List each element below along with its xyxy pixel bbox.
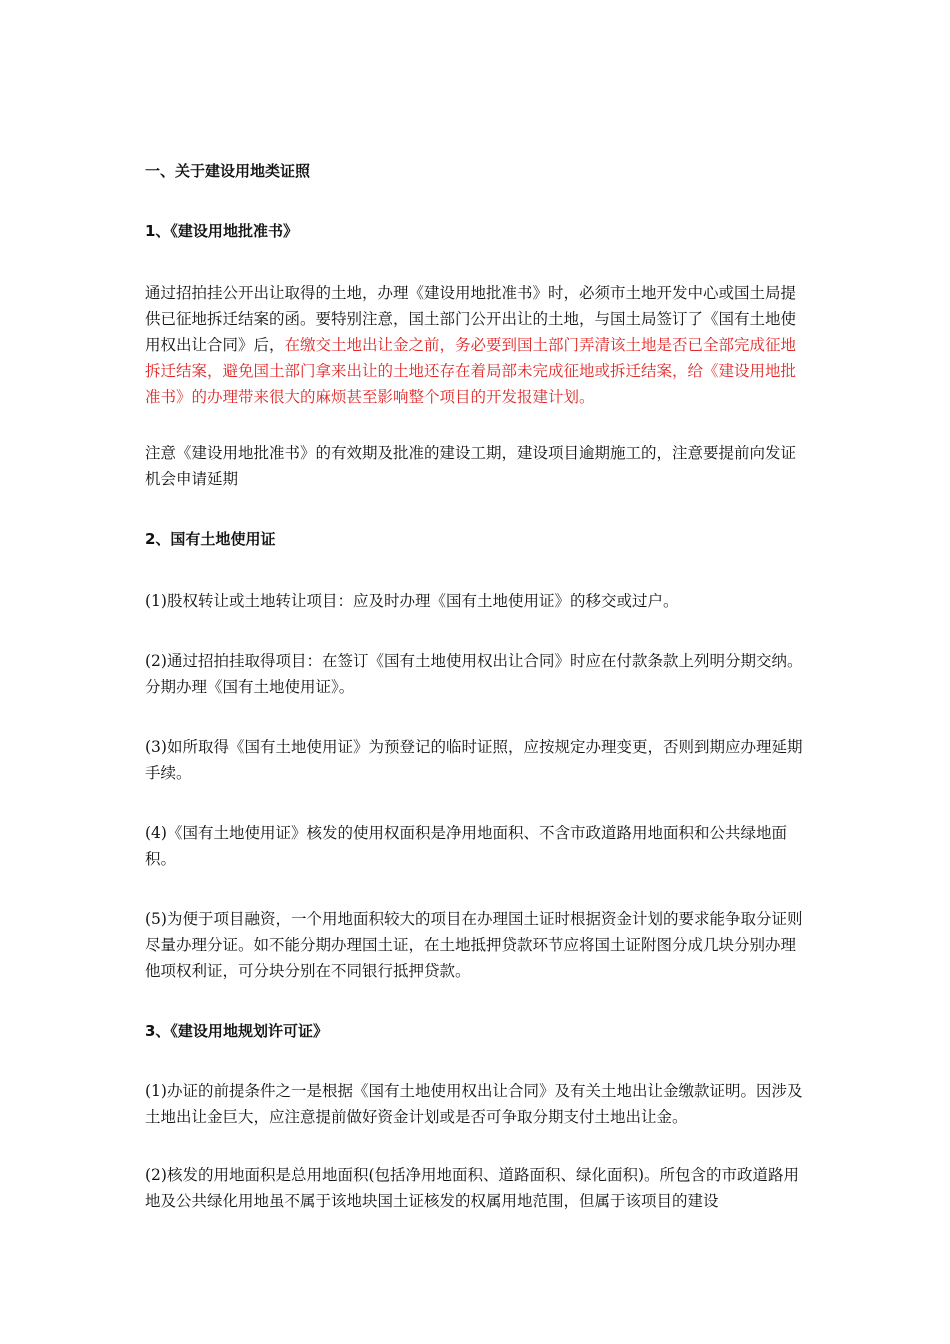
list-item: (5)为便于项目融资，一个用地面积较大的项目在办理国土证时根据资金计划的要求能争取分证则尽量办理分证。如不能分期办理国土证，在土地抵押贷款环节应将国土证附图分成几块分别办理他项权利证，可分块分别在不同银行抵押贷款。 xyxy=(145,910,803,980)
paragraph-text: 通过招拍挂公开出让取得的土地，办理《建设用地批准书》时，必须市土地开发中心或国土局提供已征地拆迁结案的函。要特别注意，国土部门公开出让的土地，与国土局签订了《国有土地使用权出让合同》后， xyxy=(145,284,797,354)
list-item: (1)股权转让或土地转让项目：应及时办理《国有土地使用证》的移交或过户。 xyxy=(145,592,679,610)
subsection-heading-2: 2、国有土地使用证 xyxy=(145,530,276,548)
section-heading: 一、关于建设用地类证照 xyxy=(145,162,311,180)
subsection-heading-1: 1、《建设用地批准书》 xyxy=(145,222,298,240)
list-item: (3)如所取得《国有土地使用证》为预登记的临时证照，应按规定办理变更，否则到期应办理延期手续。 xyxy=(145,738,803,782)
list-item: (2)核发的用地面积是总用地面积(包括净用地面积、道路面积、绿化面积)。所包含的市政道路用地及公共绿化用地虽不属于该地块国土证核发的权属用地范围，但属于该项目的建设 xyxy=(145,1166,800,1210)
list-item: (1)办证的前提条件之一是根据《国有土地使用权出让合同》及有关土地出让金缴款证明。因涉及土地出让金巨大，应注意提前做好资金计划或是否可争取分期支付土地出让金。 xyxy=(145,1082,803,1126)
list-item: (2)通过招拍挂取得项目：在签订《国有土地使用权出让合同》时应在付款条款上列明分期交纳。分期办理《国有土地使用证》。 xyxy=(145,652,803,696)
subsection-heading-3: 3、《建设用地规划许可证》 xyxy=(145,1022,328,1040)
paragraph-validity-note: 注意《建设用地批准书》的有效期及批准的建设工期，建设项目逾期施工的，注意要提前向发证机会申请延期 xyxy=(145,444,797,488)
list-item: (4)《国有土地使用证》核发的使用权面积是净用地面积、不含市政道路用地面积和公共绿地面积。 xyxy=(145,824,787,868)
paragraph-approval-process xyxy=(145,280,810,410)
highlighted-warning-text: 在缴交土地出让金之前，务必要到国土部门弄清该土地是否已全部完成征地拆迁结案，避免国土部门拿来出让的土地还存在着局部未完成征地或拆迁结案，给《建设用地批准书》的办理带来很大的麻烦甚至影响整个项目的开发报建计划。 xyxy=(145,336,797,406)
